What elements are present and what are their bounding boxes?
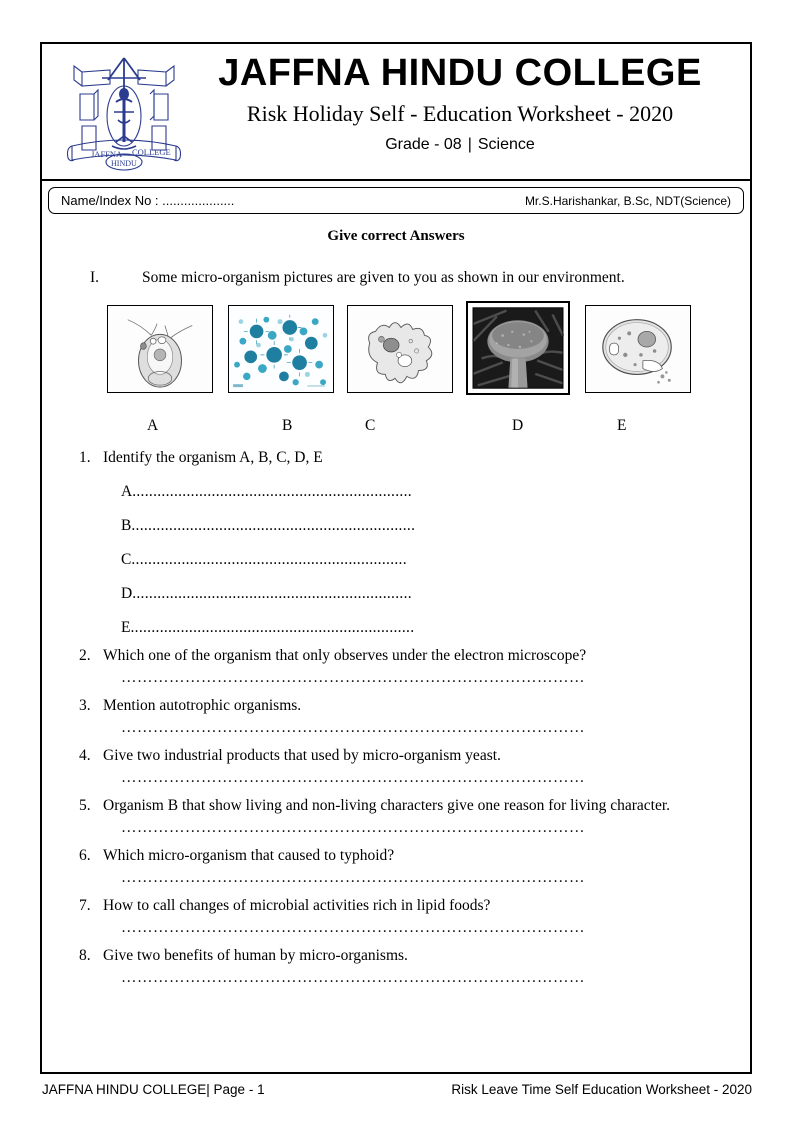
mushroom-sem-icon xyxy=(468,303,568,393)
answer-line[interactable]: …………………………………………………………………………… xyxy=(121,969,585,986)
question-block-8 xyxy=(42,945,750,988)
answer-letter: B xyxy=(121,517,132,534)
crest-banner-left: JAFFNA xyxy=(91,149,123,159)
organism-label-a: A xyxy=(147,417,159,434)
question-number: 8. xyxy=(79,947,91,964)
roman-instruction xyxy=(90,269,750,287)
question-row xyxy=(42,845,750,866)
fungal-cell-icon xyxy=(586,306,690,392)
answer-line-a[interactable] xyxy=(121,482,750,502)
organism-label-strip xyxy=(42,417,750,441)
question-block-4 xyxy=(42,745,750,788)
header-text-block xyxy=(190,50,730,157)
name-index-field[interactable]: Name/Index No : .................... xyxy=(61,193,235,208)
organism-label-b: B xyxy=(282,417,293,434)
organism-image-d xyxy=(466,301,570,395)
question-row xyxy=(42,795,750,816)
answer-dots: ................................................................... xyxy=(132,483,412,500)
roman-numeral: I. xyxy=(90,269,100,286)
answer-line[interactable]: …………………………………………………………………………… xyxy=(121,719,585,736)
school-crest-logo xyxy=(64,50,184,172)
question-number: 6. xyxy=(79,847,91,864)
answer-dots: .................................................................... xyxy=(130,619,415,636)
page-footer xyxy=(42,1082,752,1097)
answer-dots: .................................................................. xyxy=(131,551,407,568)
grade-label: Grade - 08 xyxy=(385,136,462,153)
roman-instruction-text: Some micro-organism pictures are given to you as shown in our environment. xyxy=(142,269,625,286)
question-text: Give two benefits of human by micro-organisms. xyxy=(103,947,408,964)
question-block-5 xyxy=(42,795,750,838)
answer-line[interactable]: …………………………………………………………………………… xyxy=(121,769,585,786)
question-row xyxy=(42,745,750,766)
organism-label-d: D xyxy=(512,417,524,434)
answer-letter: C xyxy=(121,551,132,568)
question-number: 3. xyxy=(79,697,91,714)
question-text: How to call changes of microbial activities rich in lipid foods? xyxy=(103,897,491,914)
crest-banner-right: COLLEGE xyxy=(132,147,171,157)
question-block-1 xyxy=(42,447,750,638)
answer-dots: ................................................................... xyxy=(132,585,412,602)
organism-image-c xyxy=(347,305,453,393)
organism-label-c: C xyxy=(365,417,376,434)
answer-letter: E xyxy=(121,619,131,636)
worksheet-subtitle: Risk Holiday Self - Education Worksheet - 2020 xyxy=(246,101,674,126)
school-title: JAFFNA HINDU COLLEGE xyxy=(218,52,702,94)
answer-letter: D xyxy=(121,585,133,602)
organism-image-b xyxy=(228,305,334,393)
answer-line[interactable]: …………………………………………………………………………… xyxy=(121,819,585,836)
virus-particles-icon xyxy=(229,306,333,392)
answer-line-d[interactable] xyxy=(121,584,750,604)
question-number: 1. xyxy=(79,449,91,466)
crest-svg xyxy=(64,50,184,172)
organism-label-e: E xyxy=(617,417,627,434)
question-number: 4. xyxy=(79,747,91,764)
teacher-credit: Mr.S.Harishankar, B.Sc, NDT(Science) xyxy=(524,193,731,208)
answer-line[interactable]: …………………………………………………………………………… xyxy=(121,669,585,686)
answer-dots: .................................................................... xyxy=(131,517,416,534)
question-text: Which one of the organism that only observes under the electron microscope? xyxy=(103,647,587,664)
footer-right-text: Risk Leave Time Self Education Worksheet - 2020 xyxy=(451,1082,752,1097)
question-row xyxy=(42,447,750,468)
question-row xyxy=(42,695,750,716)
answer-line[interactable]: …………………………………………………………………………… xyxy=(121,869,585,886)
question-number: 2. xyxy=(79,647,91,664)
answer-line-c[interactable] xyxy=(121,550,750,570)
crest-banner-bottom: HINDU xyxy=(111,159,137,168)
amoeba-icon xyxy=(348,306,452,392)
organism-image-a xyxy=(107,305,213,393)
subject-label: Science xyxy=(477,136,535,153)
question-number: 7. xyxy=(79,897,91,914)
question-block-7 xyxy=(42,895,750,938)
name-index-row xyxy=(48,187,744,214)
answer-line[interactable]: …………………………………………………………………………… xyxy=(121,919,585,936)
footer-left-text: JAFFNA HINDU COLLEGE| Page - 1 xyxy=(42,1082,265,1097)
question-text: Which micro-organism that caused to typhoid? xyxy=(103,847,395,864)
organism-image-e xyxy=(585,305,691,393)
answer-line-e[interactable] xyxy=(121,618,750,638)
question-row xyxy=(42,895,750,916)
question-text: Identify the organism A, B, C, D, E xyxy=(103,449,323,466)
answer-line-b[interactable] xyxy=(121,516,750,536)
question-text: Give two industrial products that used by micro-organism yeast. xyxy=(103,747,501,764)
question-number: 5. xyxy=(79,797,91,814)
question-block-3 xyxy=(42,695,750,738)
question-list xyxy=(42,447,750,988)
grade-separator: | xyxy=(467,136,472,153)
question-text: Organism B that show living and non-living characters give one reason for living character. xyxy=(103,797,671,814)
question-block-6 xyxy=(42,845,750,888)
flagellated-cell-icon xyxy=(108,306,212,392)
question-text: Mention autotrophic organisms. xyxy=(103,697,302,714)
section-heading: Give correct Answers xyxy=(327,228,465,244)
question-block-2 xyxy=(42,645,750,688)
question-row xyxy=(42,645,750,666)
question-row xyxy=(42,945,750,966)
organism-image-strip xyxy=(42,305,750,405)
grade-subject-line xyxy=(190,133,730,157)
worksheet-content xyxy=(42,228,750,992)
document-header xyxy=(40,42,752,181)
answer-letter: A xyxy=(121,483,133,500)
